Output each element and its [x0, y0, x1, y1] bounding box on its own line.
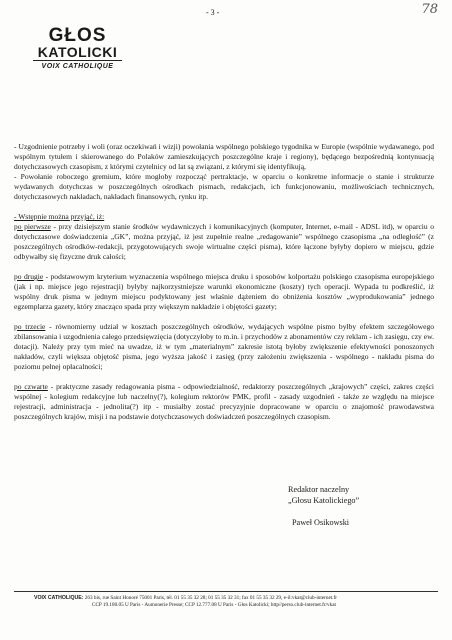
paragraph-lead: po pierwsze [14, 222, 51, 231]
paragraph-text: - praktyczne zasady redagowania pisma - odpowiedzialność, redaktorzy poszczególnych „krajowych” części, zakres części wspólnej - kolegium redakcyjne lub naczelny(?), kolegium rektorów PMK, profil - zasady uzgodnień - także ze względu na miejsce rejestracji, administracja - jednolita(?) itp - musiałby zostać precyzyjnie dopracowane w oparciu o znajomość prawodawstwa poszczególnych krajów, misji i na podstawie dotychczasowych doświadczeń poszczególnych czasopism. [14, 382, 434, 421]
paragraph-text: - równomierny udział w kosztach poszczególnych ośrodków, wydających wspólne pismo byłby efektem szczegółowego zbilansowania i uzgodnienia całego przedsięwzięcia (dotyczyłoby to m.in. i przychodów z abonamentów czy reklam - ich zasięgu, czy ew. dotacji). Należy przy tym mieć na uwadze, iż w tym „materialnym” zakresie istotą byłoby zwiększenie efektywności ponoszonych nakładów, czyli większa objętość pisma, jego wyższa jakość i zasięg (przy założeniu zwiększenia - wspólnego - nakładu pisma do poziomu pełnej opłacalności; [14, 322, 434, 371]
footer [34, 595, 434, 609]
footer-address: 263 bis, rue Saint Honoré 75001 Paris, tél. 01 55 35 32 28; 01 55 35 32 31; fax 01 55 35 32 29, e-il:vkat@club-internet.fr [83, 595, 337, 601]
footer-brand: VOIX CATHOLIQUE: [34, 595, 84, 601]
paragraph-text: - Uzgodnienie potrzeby i woli (oraz oczekiwań i wizji) powołania wspólnego polskiego tygodnika w Europie (wspólnie wydawanego, pod wspólnym tytułem i skierowanego do Polaków zamieszkujących poszczególne kraje i regiony), będącego bezpośrednią kontynuacją dotychczasowych czasopism, z którymi czytelnicy od lat są związani, z którymi się identyfikują, [14, 142, 434, 171]
footer-accounts: CCP 19.180.05 U Paris - Aumonerie Presse; CCP 12.777.08 U Paris - Głos Katolicki; http//perso.club-internet.fr/vkat [92, 602, 336, 608]
paragraph-1 [14, 142, 434, 172]
paragraph-2 [14, 172, 434, 202]
signature-title: Redaktor naczelny [288, 485, 350, 494]
signature-name: Paweł Osikowski [292, 518, 350, 527]
paragraph-5 [14, 272, 434, 312]
signature-publication: „Głosu Katolickiego” [288, 496, 360, 505]
paragraph-lead: po drugie [14, 272, 44, 281]
paragraph-4 [14, 222, 434, 262]
paragraph-lead: po czwarte [14, 382, 48, 391]
paragraph-text: - podstawowym kryterium wyznaczenia wspólnego miejsca druku i sposobów kolportażu polskiego czasopisma europejskiego (jak i np. miejsce jego rejestracji) byłyby najkorzystniejsze warunki ekonomiczne (koszty) tych operacji. Wypada tu podkreślić, iż wspólny druk pisma w jednym miejscu podyktowany jest właśnie dążeniem do obniżenia kosztów „wyprodukowania” jednego egzemplarza gazety, który znacząco spada przy większym nakładzie i objętości gazety; [14, 272, 434, 311]
paragraph-text: - Powołanie roboczego gremium, które mogłoby rozpocząć pertraktacje, w oparciu o konkretne informacje o stanie i strukturze wydawanych dotychczas w poszczególnych ośrodkach pismach, redakcjach, ich funkcjonowaniu, możliwościach technicznych, dotychczasowych nakładach, nakładach finansowych, rynku itp. [14, 172, 434, 201]
logo-title: GŁOS [48, 25, 107, 46]
paragraph-lead: - Wstępnie można przyjąć, iż: [14, 212, 105, 221]
paragraph-3 [14, 212, 434, 222]
logo-divider [33, 60, 122, 61]
paragraph-text: - przy dzisiejszym stanie środków wydawniczych i komunikacyjnych (komputer, Internet, e-mail - ADSL itd), w oparciu o dotychczasowe doświadczenia „GK”, można przyjąć, iż jest zupełnie realne „redagowanie” wspólnego czasopisma „na odległość” (z poszczególnych ośrodków-redakcji, przygotowujących swoje wirtualne części pisma), które łączone byłyby dopiero w miejscu, gdzie odbywałby się fizyczne druk całości; [14, 222, 434, 261]
paragraph-6 [14, 322, 434, 372]
logo-tagline: VOIX CATHOLIQUE [41, 63, 114, 70]
letter-body [14, 142, 434, 422]
page-number: - 3 - [206, 8, 220, 17]
logo [30, 26, 125, 71]
footer-divider [14, 591, 438, 592]
paragraph-7 [14, 382, 434, 422]
signature-block [288, 484, 359, 528]
handwritten-page-number: 78 [421, 2, 438, 17]
paragraph-lead: po trzecie [14, 322, 46, 331]
logo-subtitle: KATOLICKI [37, 44, 118, 60]
